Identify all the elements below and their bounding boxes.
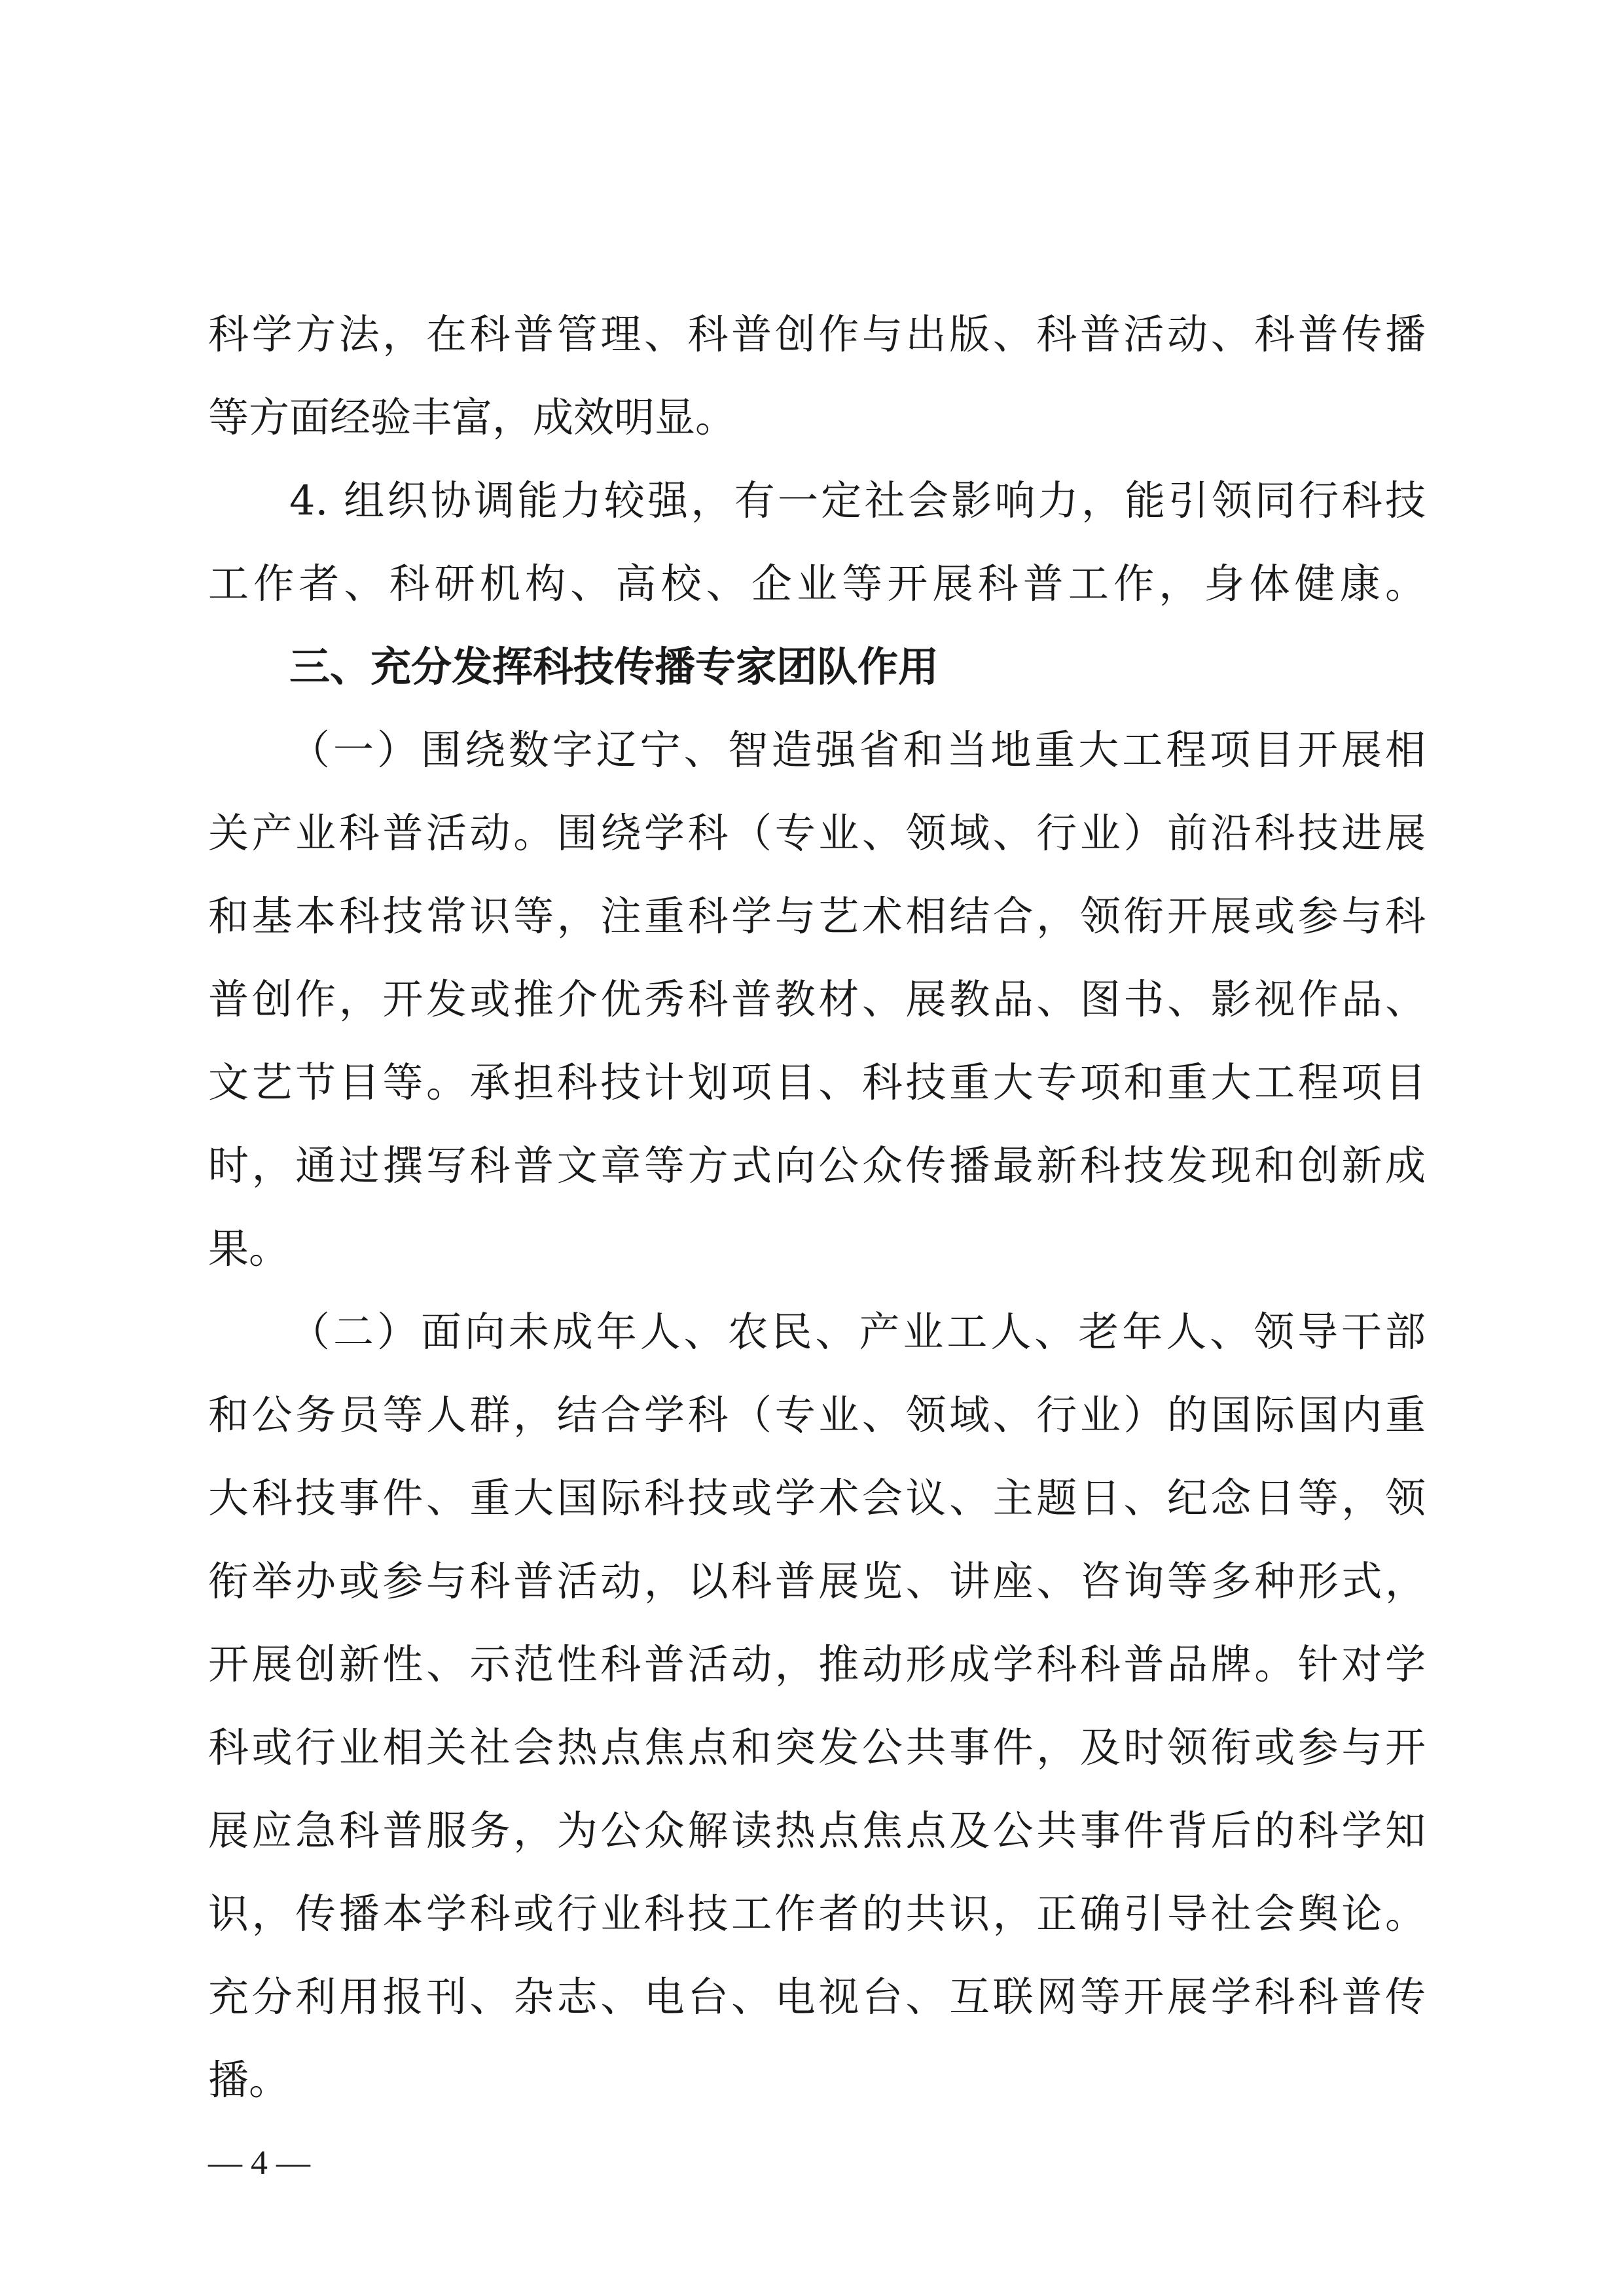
- paragraph-line: 科或行业相关社会热点焦点和突发公共事件，及时领衔或参与开: [208, 1723, 1426, 1771]
- paragraph-line: （二）面向未成年人、农民、产业工人、老年人、领导干部: [289, 1308, 1426, 1356]
- paragraph-line: 和基本科技常识等，注重科学与艺术相结合，领衔开展或参与科: [208, 892, 1426, 940]
- paragraph-line: 衔举办或参与科普活动，以科普展览、讲座、咨询等多种形式，: [208, 1557, 1426, 1605]
- paragraph-line: （一）围绕数字辽宁、智造强省和当地重大工程项目开展相: [289, 726, 1426, 774]
- paragraph-line: 等方面经验丰富，成效明显。: [208, 393, 736, 441]
- paragraph-line: 和公务员等人群，结合学科（专业、领域、行业）的国际国内重: [208, 1391, 1426, 1439]
- paragraph-line: 关产业科普活动。围绕学科（专业、领域、行业）前沿科技进展: [208, 809, 1426, 857]
- list-item-4-line: 工作者、科研机构、高校、企业等开展科普工作，身体健康。: [208, 560, 1426, 607]
- paragraph-line: 科学方法，在科普管理、科普创作与出版、科普活动、科普传播: [208, 310, 1426, 358]
- paragraph-line: 文艺节目等。承担科技计划项目、科技重大专项和重大工程项目: [208, 1058, 1426, 1106]
- paragraph-line: 展应急科普服务，为公众解读热点焦点及公共事件背后的科学知: [208, 1807, 1426, 1854]
- paragraph-line: 识，传播本学科或行业科技工作者的共识，正确引导社会舆论。: [208, 1890, 1426, 1938]
- paragraph-line: 开展创新性、示范性科普活动，推动形成学科科普品牌。针对学: [208, 1640, 1426, 1688]
- list-item-4-line: 4. 组织协调能力较强，有一定社会影响力，能引领同行科技: [289, 477, 1426, 524]
- page-number: — 4 —: [208, 2144, 310, 2182]
- paragraph-line: 果。: [208, 1225, 290, 1272]
- paragraph-line: 大科技事件、重大国际科技或学术会议、主题日、纪念日等，领: [208, 1474, 1426, 1522]
- paragraph-line: 播。: [208, 2056, 290, 2104]
- paragraph-line: 充分利用报刊、杂志、电台、电视台、互联网等开展学科科普传: [208, 1973, 1426, 2021]
- section-heading: 三、充分发挥科技传播专家团队作用: [289, 643, 939, 691]
- paragraph-line: 普创作，开发或推介优秀科普教材、展教品、图书、影视作品、: [208, 975, 1426, 1023]
- paragraph-line: 时，通过撰写科普文章等方式向公众传播最新科技发现和创新成: [208, 1142, 1426, 1189]
